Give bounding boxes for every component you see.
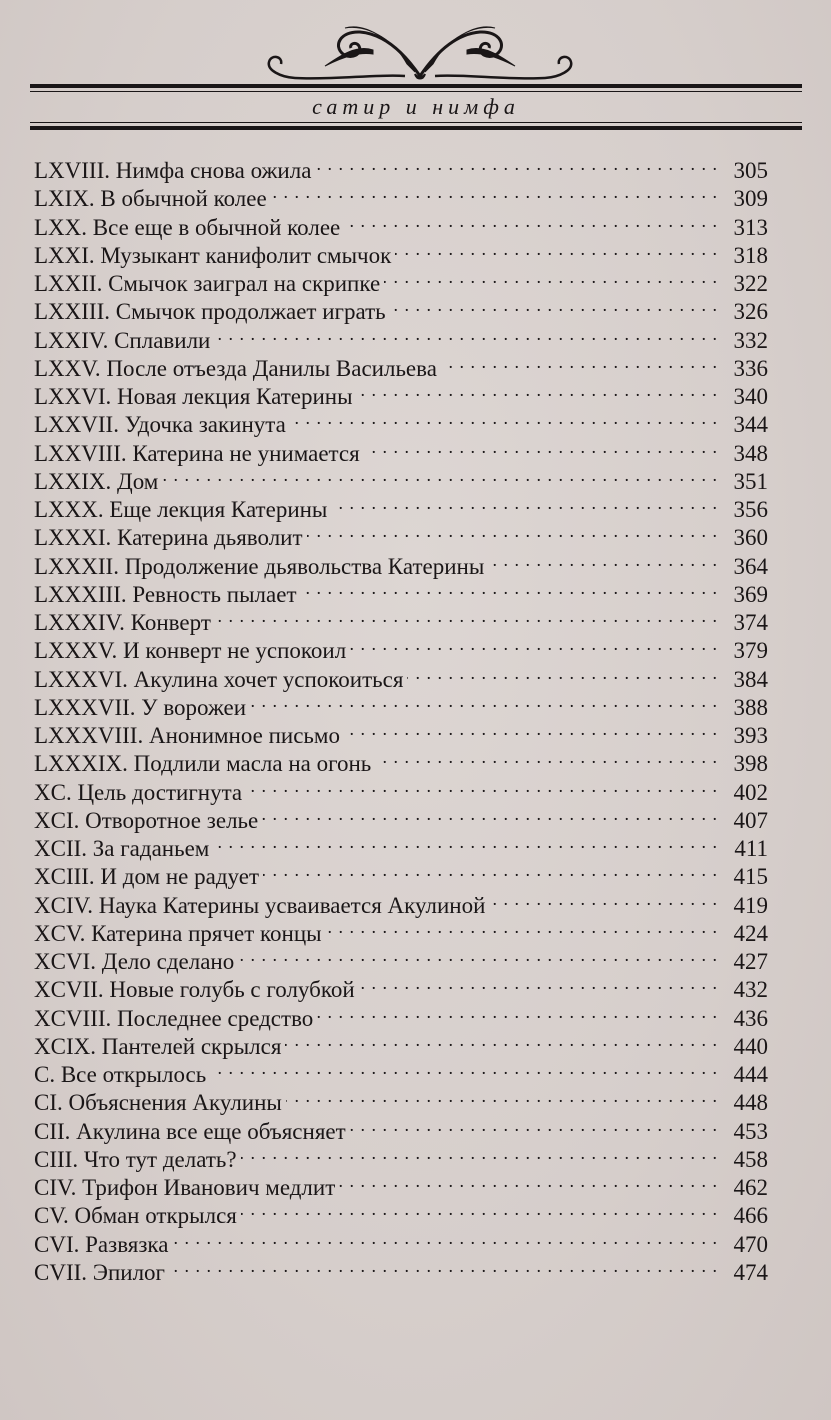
toc-dot-leader (441, 348, 718, 376)
toc-dot-leader (271, 178, 718, 206)
toc-dot-leader (357, 376, 718, 404)
header-rule-thin-lower (30, 122, 802, 123)
toc-dot-leader (488, 546, 718, 574)
toc-dot-leader (307, 517, 718, 545)
toc-dot-leader (241, 1195, 718, 1223)
toc-entry-title: XCIII. И дом не радует (34, 864, 259, 890)
toc-entry-title: LXXIX. Дом (34, 468, 159, 494)
toc-dot-leader (350, 630, 718, 658)
toc-entry-title: XCVIII. Последнее средство (34, 1005, 314, 1031)
toc-entry-title: LXXIV. Сплавили (34, 327, 211, 353)
toc-entry-page: 369 (733, 581, 768, 607)
toc-dot-leader (344, 715, 718, 743)
toc-dot-leader (169, 1252, 718, 1280)
toc-entry-title: LXXXVI. Акулина хочет успокоиться (34, 666, 404, 692)
toc-dot-leader (326, 913, 718, 941)
toc-entry-page: 332 (733, 327, 768, 353)
toc-entry-title: LXXXVII. У ворожеи (34, 694, 247, 720)
toc-entry-title: LXXXIV. Конверт (34, 610, 211, 635)
toc-entry-title: XCVI. Дело сделано (34, 949, 235, 974)
toc-entry-title: CVI. Развязка (34, 1231, 169, 1257)
toc-entry-title: LXXXII. Продолжение дьявольства Катерины (34, 553, 485, 579)
toc-entry-title: XCVII. Новые голубь с голубкой (34, 977, 355, 1003)
toc-entry-title: CIII. Что тут делать? (34, 1146, 237, 1172)
header-rule-thick (30, 84, 802, 88)
toc-entry-title: CI. Объяснения Акулины (34, 1090, 282, 1116)
toc-dot-leader (364, 433, 718, 461)
toc-entry-page: 326 (733, 299, 768, 325)
toc-entry-title: LXIX. В обычной колее (34, 186, 267, 212)
toc-entry-title: LXXI. Музыкант канифолит смычок (34, 242, 392, 268)
toc-entry-page: 393 (733, 723, 768, 748)
toc-entry-title: LXXVII. Удочка закинута (34, 412, 286, 438)
toc-entry-page: 313 (733, 214, 768, 240)
toc-entry-title: LXXIII. Смычок продолжает играть (34, 299, 386, 325)
toc-entry-page: 356 (733, 497, 768, 522)
header-rule-thick-lower (30, 126, 802, 130)
toc-entry-page: 448 (733, 1090, 768, 1116)
toc-dot-leader (390, 291, 718, 319)
toc-dot-leader (350, 1111, 718, 1139)
toc-dot-leader (263, 856, 718, 884)
toc-entry (34, 150, 768, 183)
toc-entry-title: XCIX. Пантелей скрылся (34, 1033, 282, 1059)
toc-entry-title: XCIV. Наука Катерины усваивается Акулиной (34, 892, 486, 918)
toc-entry-title: LXXXIX. Подлили масла на огонь (34, 751, 372, 777)
toc-dot-leader (359, 969, 718, 997)
toc-entry-page: 466 (733, 1203, 768, 1229)
toc-entry-page: 411 (734, 836, 768, 861)
toc-entry-title: CVII. Эпилог (34, 1259, 165, 1285)
toc-entry-page: 379 (733, 638, 768, 664)
toc-entry-page: 415 (733, 864, 768, 890)
toc-entry-page: 432 (733, 977, 768, 1003)
toc-dot-leader (344, 207, 718, 235)
toc-entry-title: CII. Акулина все еще объясняет (34, 1118, 346, 1144)
toc-dot-leader (215, 602, 718, 630)
toc-dot-leader (395, 235, 718, 263)
toc-dot-leader (339, 1167, 718, 1195)
toc-dot-leader (489, 885, 718, 913)
toc-dot-leader (317, 998, 718, 1026)
toc-entry-page: 424 (733, 920, 768, 946)
toc-entry-title: LXX. Все еще в обычной колее (34, 214, 341, 240)
toc-entry-page: 305 (733, 158, 768, 183)
toc-dot-leader (172, 1224, 718, 1252)
toc-entry-title: C. Все открылось (34, 1062, 207, 1087)
toc-entry-title: LXXV. После отъезда Данилы Васильева (34, 355, 437, 381)
toc-entry-title: LXXX. Еще лекция Катерины (34, 497, 328, 522)
toc-dot-leader (246, 772, 718, 800)
toc-entry-page: 470 (733, 1231, 768, 1257)
toc-entry-page: 384 (733, 666, 768, 692)
toc-entry-page: 322 (733, 271, 768, 296)
toc-entry-page: 348 (733, 440, 768, 466)
toc-entry-title: XC. Цель достигнута (34, 779, 243, 805)
toc-entry-title: LXXII. Смычок заиграл на скрипке (34, 271, 381, 296)
toc-entry-page: 318 (733, 242, 768, 268)
toc-entry-title: LXVIII. Нимфа снова ожила (34, 158, 312, 183)
toc-entry-title: LXXXI. Катерина дьяволит (34, 525, 303, 551)
toc-entry-title: CIV. Трифон Иванович медлит (34, 1175, 336, 1200)
toc-entry-page: 374 (733, 610, 768, 635)
toc-entry-page: 407 (733, 807, 768, 833)
toc-entry-page: 340 (733, 384, 768, 409)
toc-entry-page: 474 (733, 1259, 768, 1285)
toc-entry-page: 309 (733, 186, 768, 212)
toc-entry-title: LXXVIII. Катерина не унимается (34, 440, 360, 466)
toc-entry-page: 440 (733, 1033, 768, 1059)
toc-entry-page: 436 (733, 1005, 768, 1031)
toc-dot-leader (407, 659, 718, 687)
toc-entry-title: XCV. Катерина прячет концы (34, 920, 322, 946)
toc-dot-leader (286, 1082, 718, 1110)
toc-entry-page: 344 (733, 412, 768, 438)
toc-dot-leader (210, 1054, 718, 1082)
toc-entry-page: 402 (733, 779, 768, 805)
table-of-contents (34, 150, 768, 1285)
toc-dot-leader (241, 1139, 718, 1167)
toc-entry-page: 458 (733, 1146, 768, 1172)
toc-entry-page: 444 (733, 1062, 768, 1087)
toc-dot-leader (262, 800, 718, 828)
toc-entry-page: 336 (733, 355, 768, 381)
toc-entry-title: LXXXVIII. Анонимное письмо (34, 723, 340, 748)
running-head: сатир и нимфа (312, 94, 520, 119)
toc-entry-title: XCI. Отворотное зелье (34, 807, 259, 833)
toc-dot-leader (301, 574, 718, 602)
toc-dot-leader (375, 743, 718, 771)
toc-dot-leader (238, 941, 718, 969)
toc-dot-leader (285, 1026, 718, 1054)
toc-entry-title: CV. Обман открылся (34, 1203, 237, 1229)
toc-entry-page: 419 (733, 892, 768, 918)
toc-dot-leader (214, 320, 718, 348)
toc-entry-page: 427 (733, 949, 768, 974)
header-ornament-icon (255, 14, 585, 94)
toc-entry-page: 398 (733, 751, 768, 777)
toc-dot-leader (213, 828, 718, 856)
toc-entry-page: 364 (733, 553, 768, 579)
toc-entry-title: LXXXV. И конверт не успокоил (34, 638, 347, 664)
toc-dot-leader (384, 263, 718, 291)
toc-entry-page: 351 (733, 468, 768, 494)
toc-entry-page: 462 (733, 1175, 768, 1200)
toc-dot-leader (162, 461, 718, 489)
toc-entry-title: LXXVI. Новая лекция Катерины (34, 384, 353, 409)
toc-entry-page: 388 (733, 694, 768, 720)
toc-dot-leader (250, 687, 718, 715)
toc-dot-leader (290, 404, 718, 432)
toc-entry-page: 360 (733, 525, 768, 551)
toc-entry-page: 453 (733, 1118, 768, 1144)
toc-entry-title: LXXXIII. Ревность пылает (34, 581, 297, 607)
toc-dot-leader (315, 150, 718, 178)
toc-dot-leader (331, 489, 718, 517)
toc-entry-title: XCII. За гаданьем (34, 836, 210, 861)
